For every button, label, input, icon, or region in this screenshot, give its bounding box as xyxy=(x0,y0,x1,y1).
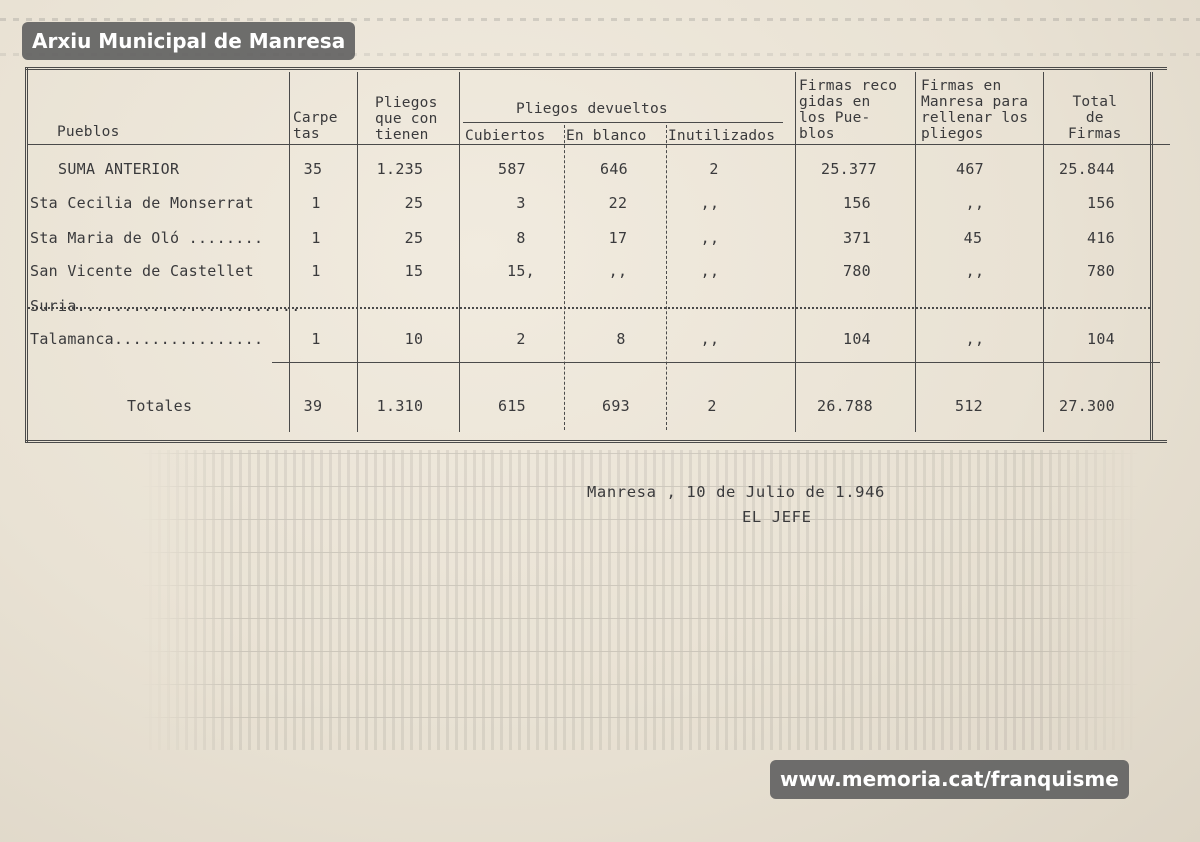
header-carpetas: Carpe tas xyxy=(293,110,338,142)
cell-inutilizados: ,, xyxy=(700,330,720,348)
cell-firmas-manresa: 467 xyxy=(956,160,984,178)
cell-pliegos: 10 xyxy=(404,330,424,348)
cell-carpetas: 1 xyxy=(311,262,321,280)
cell-cubiertos: 2 xyxy=(516,330,526,348)
cell-en-blanco: 646 xyxy=(600,160,628,178)
total-cubiertos: 615 xyxy=(498,397,526,415)
cell-cubiertos: 8 xyxy=(516,229,526,247)
cell-en-blanco: ,, xyxy=(608,262,628,280)
cell-firmas-pueblos: 104 xyxy=(843,330,871,348)
cell-en-blanco: 17 xyxy=(608,229,628,247)
total-firmas-manresa: 512 xyxy=(955,397,983,415)
cell-inutilizados: ,, xyxy=(700,229,720,247)
header-pliegos: Pliegos que con tienen xyxy=(375,95,438,143)
total-firmas: 27.300 xyxy=(1059,397,1115,415)
cell-pueblo: Sta Cecilia de Monserrat xyxy=(30,194,254,212)
cell-total: 416 xyxy=(1087,229,1115,247)
header-pliegos-devueltos: Pliegos devueltos xyxy=(516,101,668,117)
cell-inutilizados: ,, xyxy=(700,262,720,280)
cell-pliegos: 15 xyxy=(404,262,424,280)
total-pliegos: 1.310 xyxy=(376,397,424,415)
place-date: Manresa , 10 de Julio de 1.946 xyxy=(587,483,885,501)
cell-cubiertos: 587 xyxy=(498,160,526,178)
cell-inutilizados: 2 xyxy=(709,160,719,178)
header-firmas-pueblos: Firmas reco gidas en los Pue- blos xyxy=(799,78,898,142)
cell-pueblo: Suria........................ xyxy=(30,297,301,315)
cell-en-blanco: 8 xyxy=(616,330,626,348)
header-firmas-manresa: Firmas en Manresa para rellenar los pliegos xyxy=(921,78,1029,142)
cell-pliegos: 1.235 xyxy=(376,160,424,178)
cell-total: 156 xyxy=(1087,194,1115,212)
total-inutilizados: 2 xyxy=(707,397,717,415)
site-watermark: www.memoria.cat/franquisme xyxy=(770,760,1129,799)
cell-en-blanco: 22 xyxy=(608,194,628,212)
header-total-firmas: Total de Firmas xyxy=(1068,94,1122,142)
cell-inutilizados: ,, xyxy=(700,194,720,212)
cell-total: 104 xyxy=(1087,330,1115,348)
cell-cubiertos: 3 xyxy=(516,194,526,212)
header-cubiertos: Cubiertos xyxy=(465,128,546,144)
cell-carpetas: 35 xyxy=(303,160,323,178)
total-en-blanco: 693 xyxy=(602,397,630,415)
cell-carpetas: 1 xyxy=(311,330,321,348)
cell-firmas-manresa: ,, xyxy=(965,330,985,348)
cell-total: 25.844 xyxy=(1059,160,1115,178)
cell-pueblo: SUMA ANTERIOR xyxy=(58,160,180,178)
cell-total: 780 xyxy=(1087,262,1115,280)
cell-pueblo: Talamanca................ xyxy=(30,330,264,348)
cell-firmas-manresa: ,, xyxy=(965,262,985,280)
cell-carpetas: 1 xyxy=(311,194,321,212)
cell-pliegos: 25 xyxy=(404,194,424,212)
cell-firmas-pueblos: 25.377 xyxy=(821,160,877,178)
cell-firmas-pueblos: 371 xyxy=(843,229,871,247)
cell-pueblo: San Vicente de Castellet xyxy=(30,262,254,280)
header-pueblos: Pueblos xyxy=(57,124,120,140)
cell-firmas-pueblos: 780 xyxy=(843,262,871,280)
header-en-blanco: En blanco xyxy=(566,128,647,144)
signature-title: EL JEFE xyxy=(742,508,812,526)
cell-pueblo: Sta Maria de Oló ........ xyxy=(30,229,264,247)
cell-firmas-manresa: 45 xyxy=(963,229,983,247)
cell-firmas-manresa: ,, xyxy=(965,194,985,212)
header-inutilizados: Inutilizados xyxy=(668,128,776,144)
cell-pliegos: 25 xyxy=(404,229,424,247)
cell-carpetas: 1 xyxy=(311,229,321,247)
total-carpetas: 39 xyxy=(303,397,323,415)
cell-firmas-pueblos: 156 xyxy=(843,194,871,212)
cell-cubiertos: 15, xyxy=(507,262,535,280)
archive-watermark: Arxiu Municipal de Manresa xyxy=(22,22,355,60)
totals-label: Totales xyxy=(127,397,193,415)
total-firmas-pueblos: 26.788 xyxy=(817,397,873,415)
